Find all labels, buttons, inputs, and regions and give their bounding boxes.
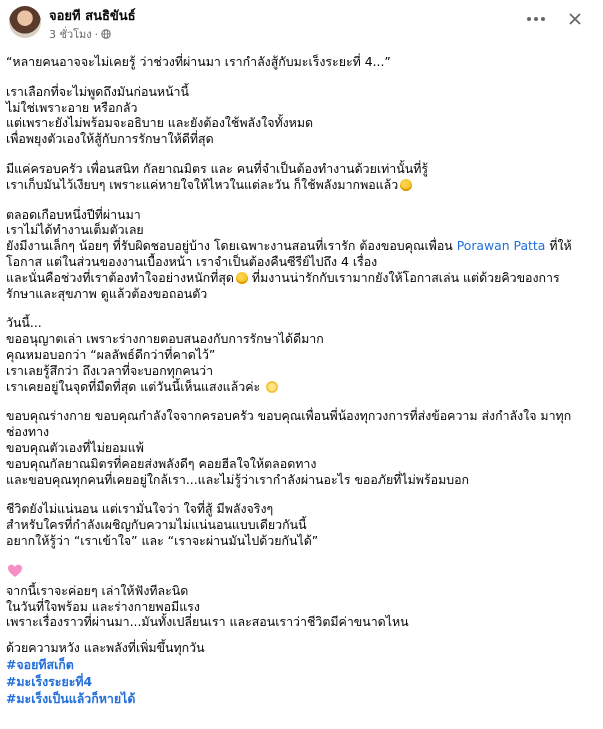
post-line: อยากให้รู้ว่า “เราเข้าใจ” และ “เราจะผ่านมันไปด้วยกันได้” (6, 532, 319, 548)
post-line: มีแค่ครอบครัว เพื่อนสนิท กัลยาณมิตร และ คนที่จำเป็นต้องทำงานด้วยเท่านั้นที่รู้ (6, 160, 429, 176)
post-line: ขออนุญาตเล่า เพราะร่างกายตอบสนองกับการรักษาได้ดีมาก (6, 331, 324, 347)
post-line: จากนี้เราจะค่อยๆ เล่าให้ฟังทีละนิด (6, 582, 189, 598)
post-line: และขอบคุณทุกคนที่เคยอยู่ใกล้เรา...และไม่รู้ว่าเรากำลังผ่านอะไร ขออภัยที่ไม่พร้อมบอก (6, 471, 470, 487)
post-line: เราเลยรู้สึกว่า ถึงเวลาที่จะบอกทุกคนว่า (6, 362, 214, 378)
hashtag-link[interactable]: #มะเร็งเป็นแล้วก็หายได้ (6, 690, 136, 706)
post-line: เพราะเรื่องราวที่ผ่านมา...มันทั้งเปลี่ยนเรา และสอนเราว่าชีวิตมีค่าขนาดไหน (6, 614, 409, 630)
hashtag-link[interactable]: #มะเร็งระยะที่4 (6, 673, 93, 689)
sweat-smile-emoji (400, 179, 412, 191)
sweat-smile-emoji (236, 272, 248, 284)
post-line: ไม่ใช่เพราะอาย หรือกลัว (6, 99, 138, 115)
avatar[interactable] (9, 6, 41, 38)
post-line: ขอบคุณกัลยาณมิตรที่คอยส่งพลังดีๆ คอยฮีลใจให้ตลอดทาง (6, 455, 317, 471)
post-line: ช่องทาง (6, 424, 50, 440)
hashtag-link[interactable]: #จอยทีสเก็ต (6, 656, 74, 672)
post-line: ยังมีงานเล็กๆ น้อยๆ ที่รับผิดชอบอยู่บ้าง โดยเฉพาะงานสอนที่เรารัก ต้องขอบคุณเพื่อน Porawan Patta ที่ให้ (6, 238, 572, 254)
post-line: รักษาและสุขภาพ ดูแล้วต้องขอถอนตัว (6, 285, 208, 301)
post-line: แต่เพราะยังไม่พร้อมจะอธิบาย และยังต้องใช้พลังใจทั้งหมด (6, 115, 314, 131)
author-name[interactable]: จอยที สนธิขันธ์ (49, 9, 136, 24)
post-header (0, 0, 603, 50)
more-options-icon[interactable] (524, 10, 548, 28)
post-line: ขอบคุณตัวเองที่ไม่ยอมแพ้ (6, 439, 144, 455)
post-line: ตลอดเกือบหนึ่งปีที่ผ่านมา (6, 206, 141, 222)
post-line: ชีวิตยังไม่แน่นอน แต่เรามั่นใจว่า ใจที่สู้ มีพลังจริงๆ (6, 501, 274, 517)
post-line: ด้วยความหวัง และพลังที่เพิ่มขึ้นทุกวัน (6, 640, 205, 656)
post-line: คุณหมอบอกว่า “ผลลัพธ์ดีกว่าที่คาดไว้” (6, 346, 216, 362)
post-line: เราเก็บมันไว้เงียบๆ เพราะแค่หายใจให้ไหวในแต่ละวัน ก็ใช้พลังมากพอแล้ว (6, 177, 596, 193)
post-line: และนั่นคือช่วงที่เราต้องทำใจอย่างหนักที่สุด ที่มงานน่ารักกับเรามากยังให้โอกาสเล่น แต่ด้วยคิวของการ (6, 269, 560, 285)
pink-heart-emoji (7, 563, 23, 579)
post-line: “หลายคนอาจจะไม่เคยรู้ ว่าช่วงที่ผ่านมา เรากำลังสู้กับมะเร็งระยะที่ 4...” (6, 54, 391, 69)
post-line: ในวันที่ใจพร้อม และร่างกายพอมีแรง (6, 598, 200, 614)
post-line: เราไม่ได้ทำงานเต็มตัวเลย (6, 222, 144, 238)
mention-link[interactable]: Porawan Patta (456, 238, 546, 254)
post-line: ขอบคุณร่างกาย ขอบคุณกำลังใจจากครอบครัว ขอบคุณเพื่อนพี่น้องทุกวงการที่ส่งข้อความ ส่งกำลังใจ มาทุก (6, 408, 572, 424)
sun-emoji (266, 381, 278, 393)
post-line: เพื่อพยุงตัวเองให้สู้กับการรักษาให้ดีที่สุด (6, 131, 214, 147)
post-line: โอกาส แต่ในส่วนของงานเบื้องหน้า เราจำเป็นต้องคืนซีรีย์ไปถึง 4 เรื่อง (6, 253, 378, 269)
post-line: สำหรับใครที่กำลังเผชิญกับความไม่แน่นอนแบบเดียวกันนี้ (6, 517, 307, 533)
post-time[interactable]: 3 ชั่วโมง (49, 28, 92, 41)
post-line: วันนี้... (6, 315, 42, 331)
post-line: เราเลือกที่จะไม่พูดถึงมันก่อนหน้านี้ (6, 83, 189, 99)
post-line: เราเคยอยู่ในจุดที่มืดที่สุด แต่วันนี้เห็นแสงแล้วค่ะ (6, 379, 596, 395)
globe-icon[interactable] (101, 29, 111, 39)
close-icon[interactable] (568, 12, 582, 26)
post-body (6, 54, 596, 707)
post-meta: 3 ชั่วโมง · (49, 25, 111, 43)
